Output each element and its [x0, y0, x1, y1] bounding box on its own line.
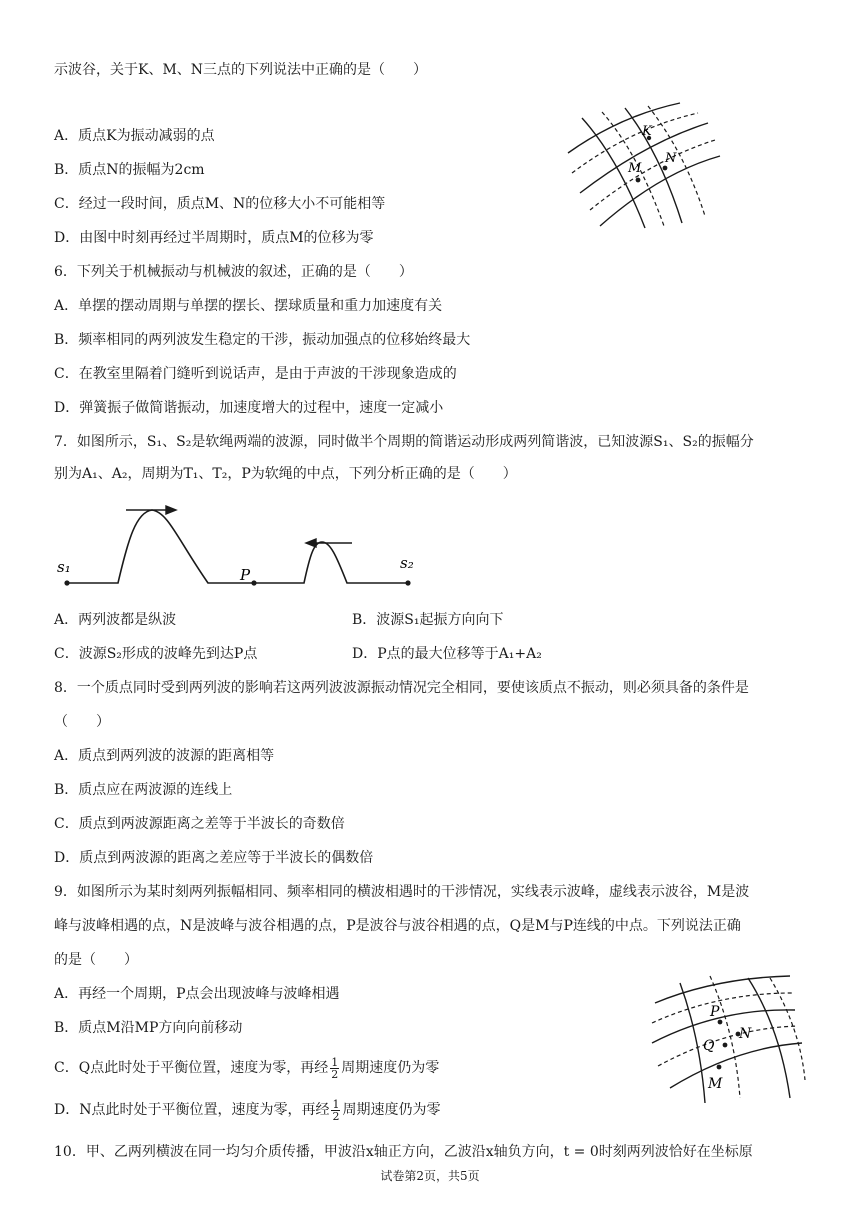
q5-stem-end: 示波谷，关于K、M、N三点的下列说法中正确的是（ ） — [54, 62, 428, 78]
q9-option-c-text: C．Q点此时处于平衡位置，速度为零，再经 — [54, 1060, 329, 1076]
q9-label-q: Q — [703, 1038, 715, 1054]
q9-option-c-fraction — [330, 1057, 339, 1080]
q7-rope-figure — [52, 500, 422, 600]
q6-option-c: C．在教室里隔着门缝听到说话声，是由于声波的干涉现象造成的 — [54, 366, 457, 382]
q10-stem-line1: 10．甲、乙两列横波在同一均匀介质传播，甲波沿x轴正方向，乙波沿x轴负方向，t = 0时刻两列波恰好在坐标原 — [54, 1144, 753, 1160]
q5-label-k: K — [642, 124, 652, 139]
fraction-denominator: 2 — [331, 1067, 339, 1081]
q9-stem-line3: 的是（ ） — [54, 952, 138, 968]
q8-option-c: C．质点到两波源距离之差等于半波长的奇数倍 — [54, 816, 345, 832]
q7-option-c: C．波源S₂形成的波峰先到达P点 — [54, 646, 258, 662]
q9-option-b: B．质点M沿MP方向向前移动 — [54, 1020, 243, 1036]
q5-option-b: B．质点N的振幅为2cm — [54, 162, 205, 178]
q9-option-c-text-end: 周期速度仍为零 — [341, 1060, 440, 1076]
q9-option-a: A．再经一个周期，P点会出现波峰与波峰相遇 — [54, 986, 340, 1002]
q7-option-a: A．两列波都是纵波 — [54, 612, 177, 628]
q9-interference-figure — [640, 968, 810, 1108]
q5-option-c: C．经过一段时间，质点M、N的位移大小不可能相等 — [54, 196, 386, 212]
q8-option-b: B．质点应在两波源的连线上 — [54, 782, 233, 798]
q9-option-d-text: D．N点此时处于平衡位置，速度为零，再经 — [54, 1102, 330, 1118]
page-footer: 试卷第2页，共5页 — [380, 1169, 480, 1183]
q6-option-a: A．单摆的摆动周期与单摆的摆长、摆球质量和重力加速度有关 — [54, 298, 443, 314]
q9-stem-line2: 峰与波峰相遇的点，N是波峰与波谷相遇的点，P是波谷与波谷相遇的点，Q是M与P连线的中点。下列说法正确 — [54, 918, 741, 934]
q7-label-s2: s₂ — [400, 554, 414, 572]
q6-option-b: B．频率相同的两列波发生稳定的干涉，振动加强点的位移始终最大 — [54, 332, 471, 348]
q5-interference-figure — [560, 98, 730, 238]
q8-stem-line2: （ ） — [54, 714, 110, 730]
fraction-numerator: 1 — [331, 1055, 339, 1069]
q5-option-a: A．质点K为振动减弱的点 — [54, 128, 215, 144]
q9-option-d-text-end: 周期速度仍为零 — [342, 1102, 441, 1118]
q9-option-d-fraction — [331, 1099, 340, 1122]
q5-label-m: M — [628, 161, 642, 176]
q6-stem: 6．下列关于机械振动与机械波的叙述，正确的是（ ） — [54, 264, 413, 280]
q5-option-d: D．由图中时刻再经过半周期时，质点M的位移为零 — [54, 230, 374, 246]
q8-stem-line1: 8．一个质点同时受到两列波的影响若这两列波波源振动情况完全相同，要使该质点不振动，则必须具备的条件是 — [54, 680, 749, 696]
q9-label-n: N — [739, 1026, 752, 1042]
q7-label-p: P — [240, 566, 251, 584]
q7-stem-line1: 7．如图所示，S₁、S₂是软绳两端的波源，同时做半个周期的简谐运动形成两列简谐波，已知波源S₁、S₂的振幅分 — [54, 434, 754, 450]
q7-option-d: D．P点的最大位移等于A₁+A₂ — [352, 646, 542, 662]
fraction-denominator: 2 — [332, 1109, 340, 1123]
q8-option-a: A．质点到两列波的波源的距离相等 — [54, 748, 275, 764]
q6-option-d: D．弹簧振子做简谐振动，加速度增大的过程中，速度一定减小 — [54, 400, 444, 416]
fraction-numerator: 1 — [332, 1097, 340, 1111]
q9-label-p: P — [710, 1004, 720, 1020]
q9-stem-line1: 9．如图所示为某时刻两列振幅相同、频率相同的横波相遇时的干涉情况，实线表示波峰，虚线表示波谷，M是波 — [54, 884, 750, 900]
q7-stem-line2: 别为A₁、A₂，周期为T₁、T₂，P为软绳的中点，下列分析正确的是（ ） — [54, 466, 517, 482]
q9-label-m: M — [708, 1076, 723, 1092]
q9-option-d — [54, 1096, 440, 1124]
q8-option-d: D．质点到两波源的距离之差应等于半波长的偶数倍 — [54, 850, 374, 866]
q7-option-b: B．波源S₁起振方向向下 — [352, 612, 504, 628]
q5-label-n: N — [665, 151, 677, 166]
q7-label-s1: s₁ — [57, 558, 71, 576]
q9-option-c — [54, 1054, 439, 1082]
